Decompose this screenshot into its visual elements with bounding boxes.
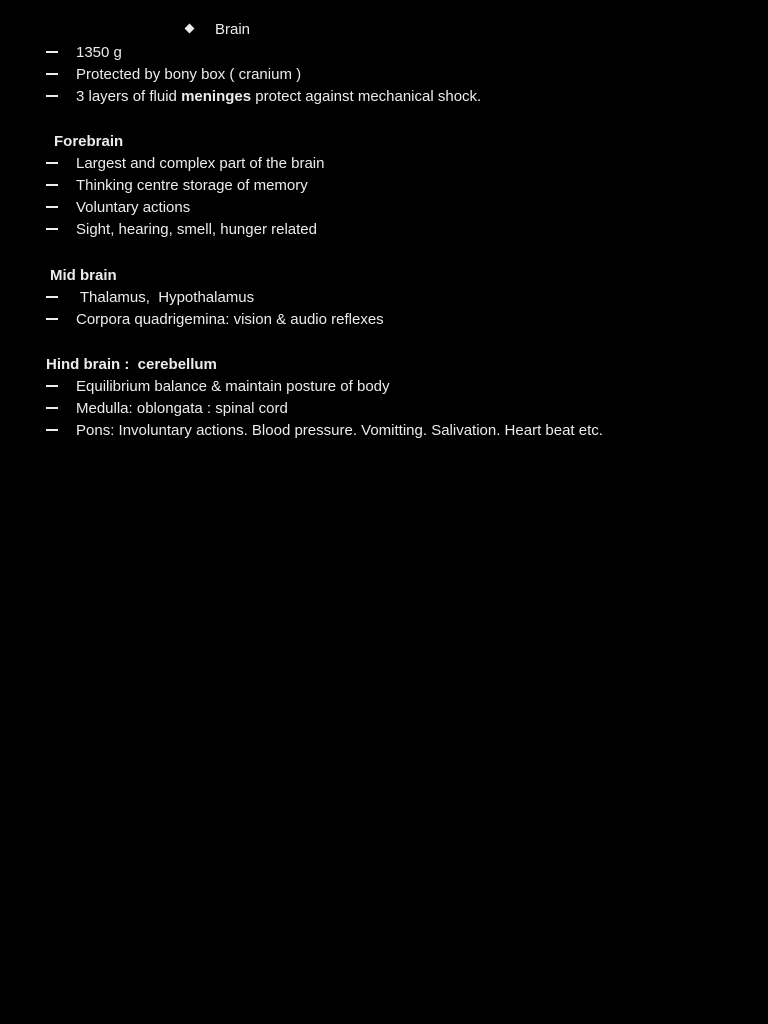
meninges-text-after: protect against mechanical shock. xyxy=(251,88,482,105)
dash-bullet-icon xyxy=(46,407,58,409)
hindbrain-heading: Hind brain : cerebellum xyxy=(46,356,217,373)
dash-bullet-icon xyxy=(46,318,58,320)
list-item xyxy=(76,88,481,106)
dash-bullet-icon xyxy=(46,162,58,164)
list-item: Corpora quadrigemina: vision & audio reflexes xyxy=(76,311,384,328)
dash-bullet-icon xyxy=(46,95,58,97)
list-item: Protected by bony box ( cranium ) xyxy=(76,66,302,83)
list-item: Sight, hearing, smell, hunger related xyxy=(76,221,317,238)
dash-bullet-icon xyxy=(46,73,58,75)
midbrain-heading: Mid brain xyxy=(50,267,117,284)
meninges-text-before: 3 layers of fluid xyxy=(76,88,182,105)
dash-bullet-icon xyxy=(46,228,58,230)
list-item: 1350 g xyxy=(76,44,122,61)
page-title: Brain xyxy=(215,21,251,38)
list-item: Thinking centre storage of memory xyxy=(76,177,308,194)
dash-bullet-icon xyxy=(46,206,58,208)
forebrain-heading: Forebrain xyxy=(54,133,124,150)
list-item: Voluntary actions xyxy=(76,199,191,216)
diamond-bullet-icon xyxy=(185,24,195,34)
dash-bullet-icon xyxy=(46,385,58,387)
dash-bullet-icon xyxy=(46,429,58,431)
dash-bullet-icon xyxy=(46,51,58,53)
list-item: Medulla: oblongata : spinal cord xyxy=(76,400,288,417)
dash-bullet-icon xyxy=(46,296,58,298)
list-item: Largest and complex part of the brain xyxy=(76,155,325,172)
list-item: Thalamus, Hypothalamus xyxy=(76,289,255,306)
meninges-term: meninges xyxy=(181,88,252,105)
list-item: Equilibrium balance & maintain posture of body xyxy=(76,378,390,395)
list-item: Pons: Involuntary actions. Blood pressure. Vomitting. Salivation. Heart beat etc. xyxy=(76,422,603,439)
dash-bullet-icon xyxy=(46,184,58,186)
